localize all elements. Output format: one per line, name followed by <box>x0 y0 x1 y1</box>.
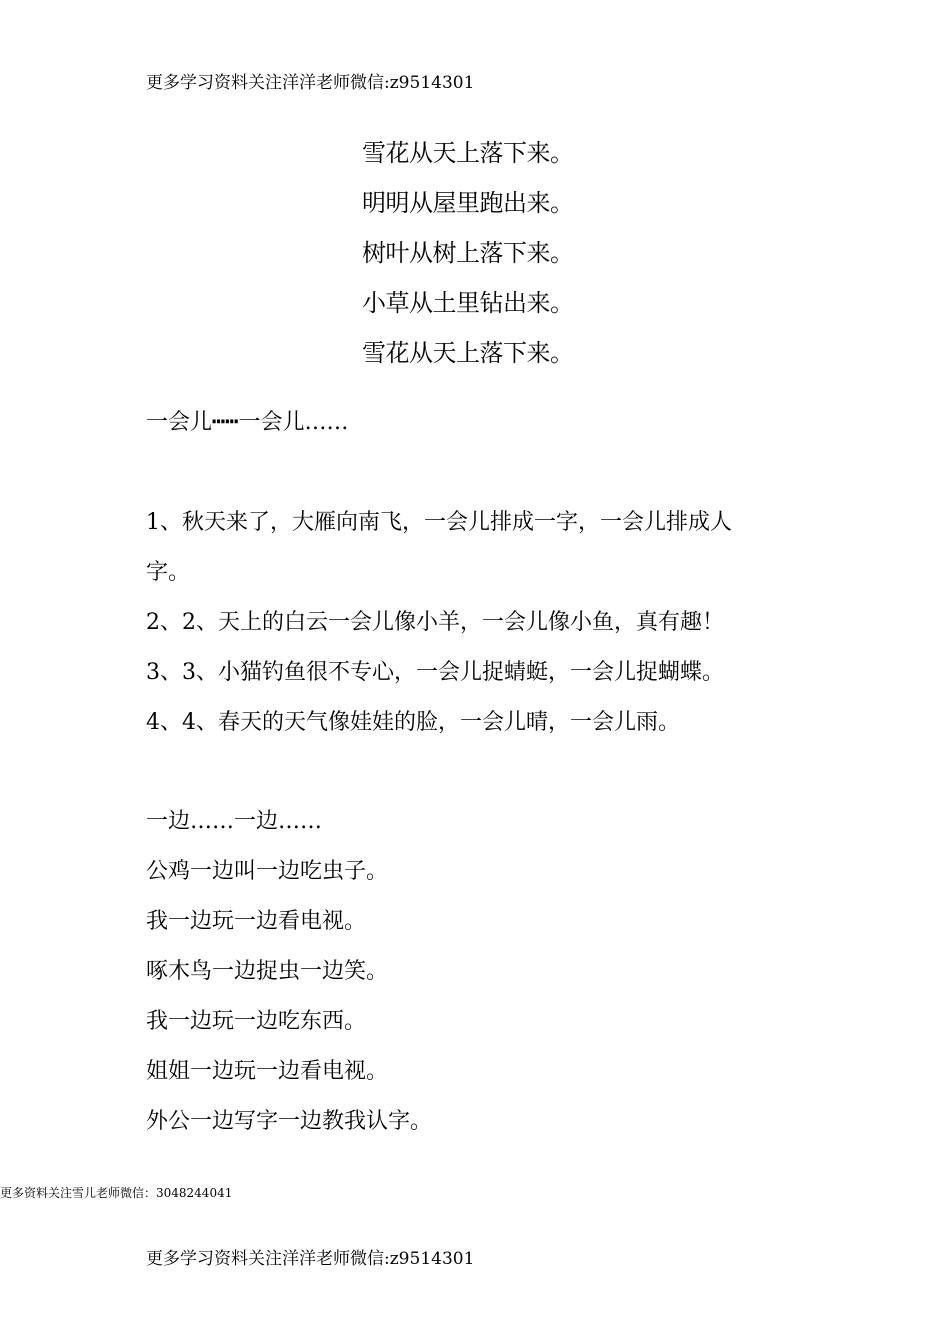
section-title: 一会儿┅┅一会儿…… <box>146 410 349 435</box>
list-item: 3、3、小猫钓鱼很不专心，一会儿捉蜻蜓，一会儿捉蝴蝶。 <box>146 660 724 685</box>
section-yihuier <box>146 398 349 448</box>
list-item: 姐姐一边玩一边看电视。 <box>146 1059 389 1084</box>
list-item: 外公一边写字一边教我认字。 <box>146 1109 433 1134</box>
list-item: 公鸡一边叫一边吃虫子。 <box>146 859 389 884</box>
list-item: 我一边玩一边看电视。 <box>146 909 367 934</box>
poem-block <box>362 128 574 378</box>
poem-line: 雪花从天上落下来。 <box>362 339 574 367</box>
list-item: 字。 <box>146 560 191 585</box>
poem-line: 树叶从树上落下来。 <box>362 239 574 267</box>
top-header-note: 更多学习资料关注洋洋老师微信:z9514301 <box>146 73 475 93</box>
poem-line: 明明从屋里跑出来。 <box>362 189 574 217</box>
poem-line: 雪花从天上落下来。 <box>362 139 574 167</box>
bottom-header-note: 更多学习资料关注洋洋老师微信:z9514301 <box>146 1249 475 1269</box>
section-title: 一边……一边…… <box>146 809 323 834</box>
list-item: 啄木鸟一边捉虫一边笑。 <box>146 959 389 984</box>
footer-note: 更多资料关注雪儿老师微信：3048244041 <box>0 1186 233 1200</box>
poem-line: 小草从土里钻出来。 <box>362 289 574 317</box>
section-yibian <box>146 797 432 1147</box>
list-item: 我一边玩一边吃东西。 <box>146 1009 367 1034</box>
list-item: 2、2、天上的白云一会儿像小羊，一会儿像小鱼，真有趣！ <box>146 610 724 635</box>
list-item: 1、秋天来了，大雁向南飞，一会儿排成一字，一会儿排成人 <box>146 510 732 535</box>
list-item: 4、4、春天的天气像娃娃的脸，一会儿晴，一会儿雨。 <box>146 710 680 735</box>
section-yihuier-list <box>146 498 732 748</box>
